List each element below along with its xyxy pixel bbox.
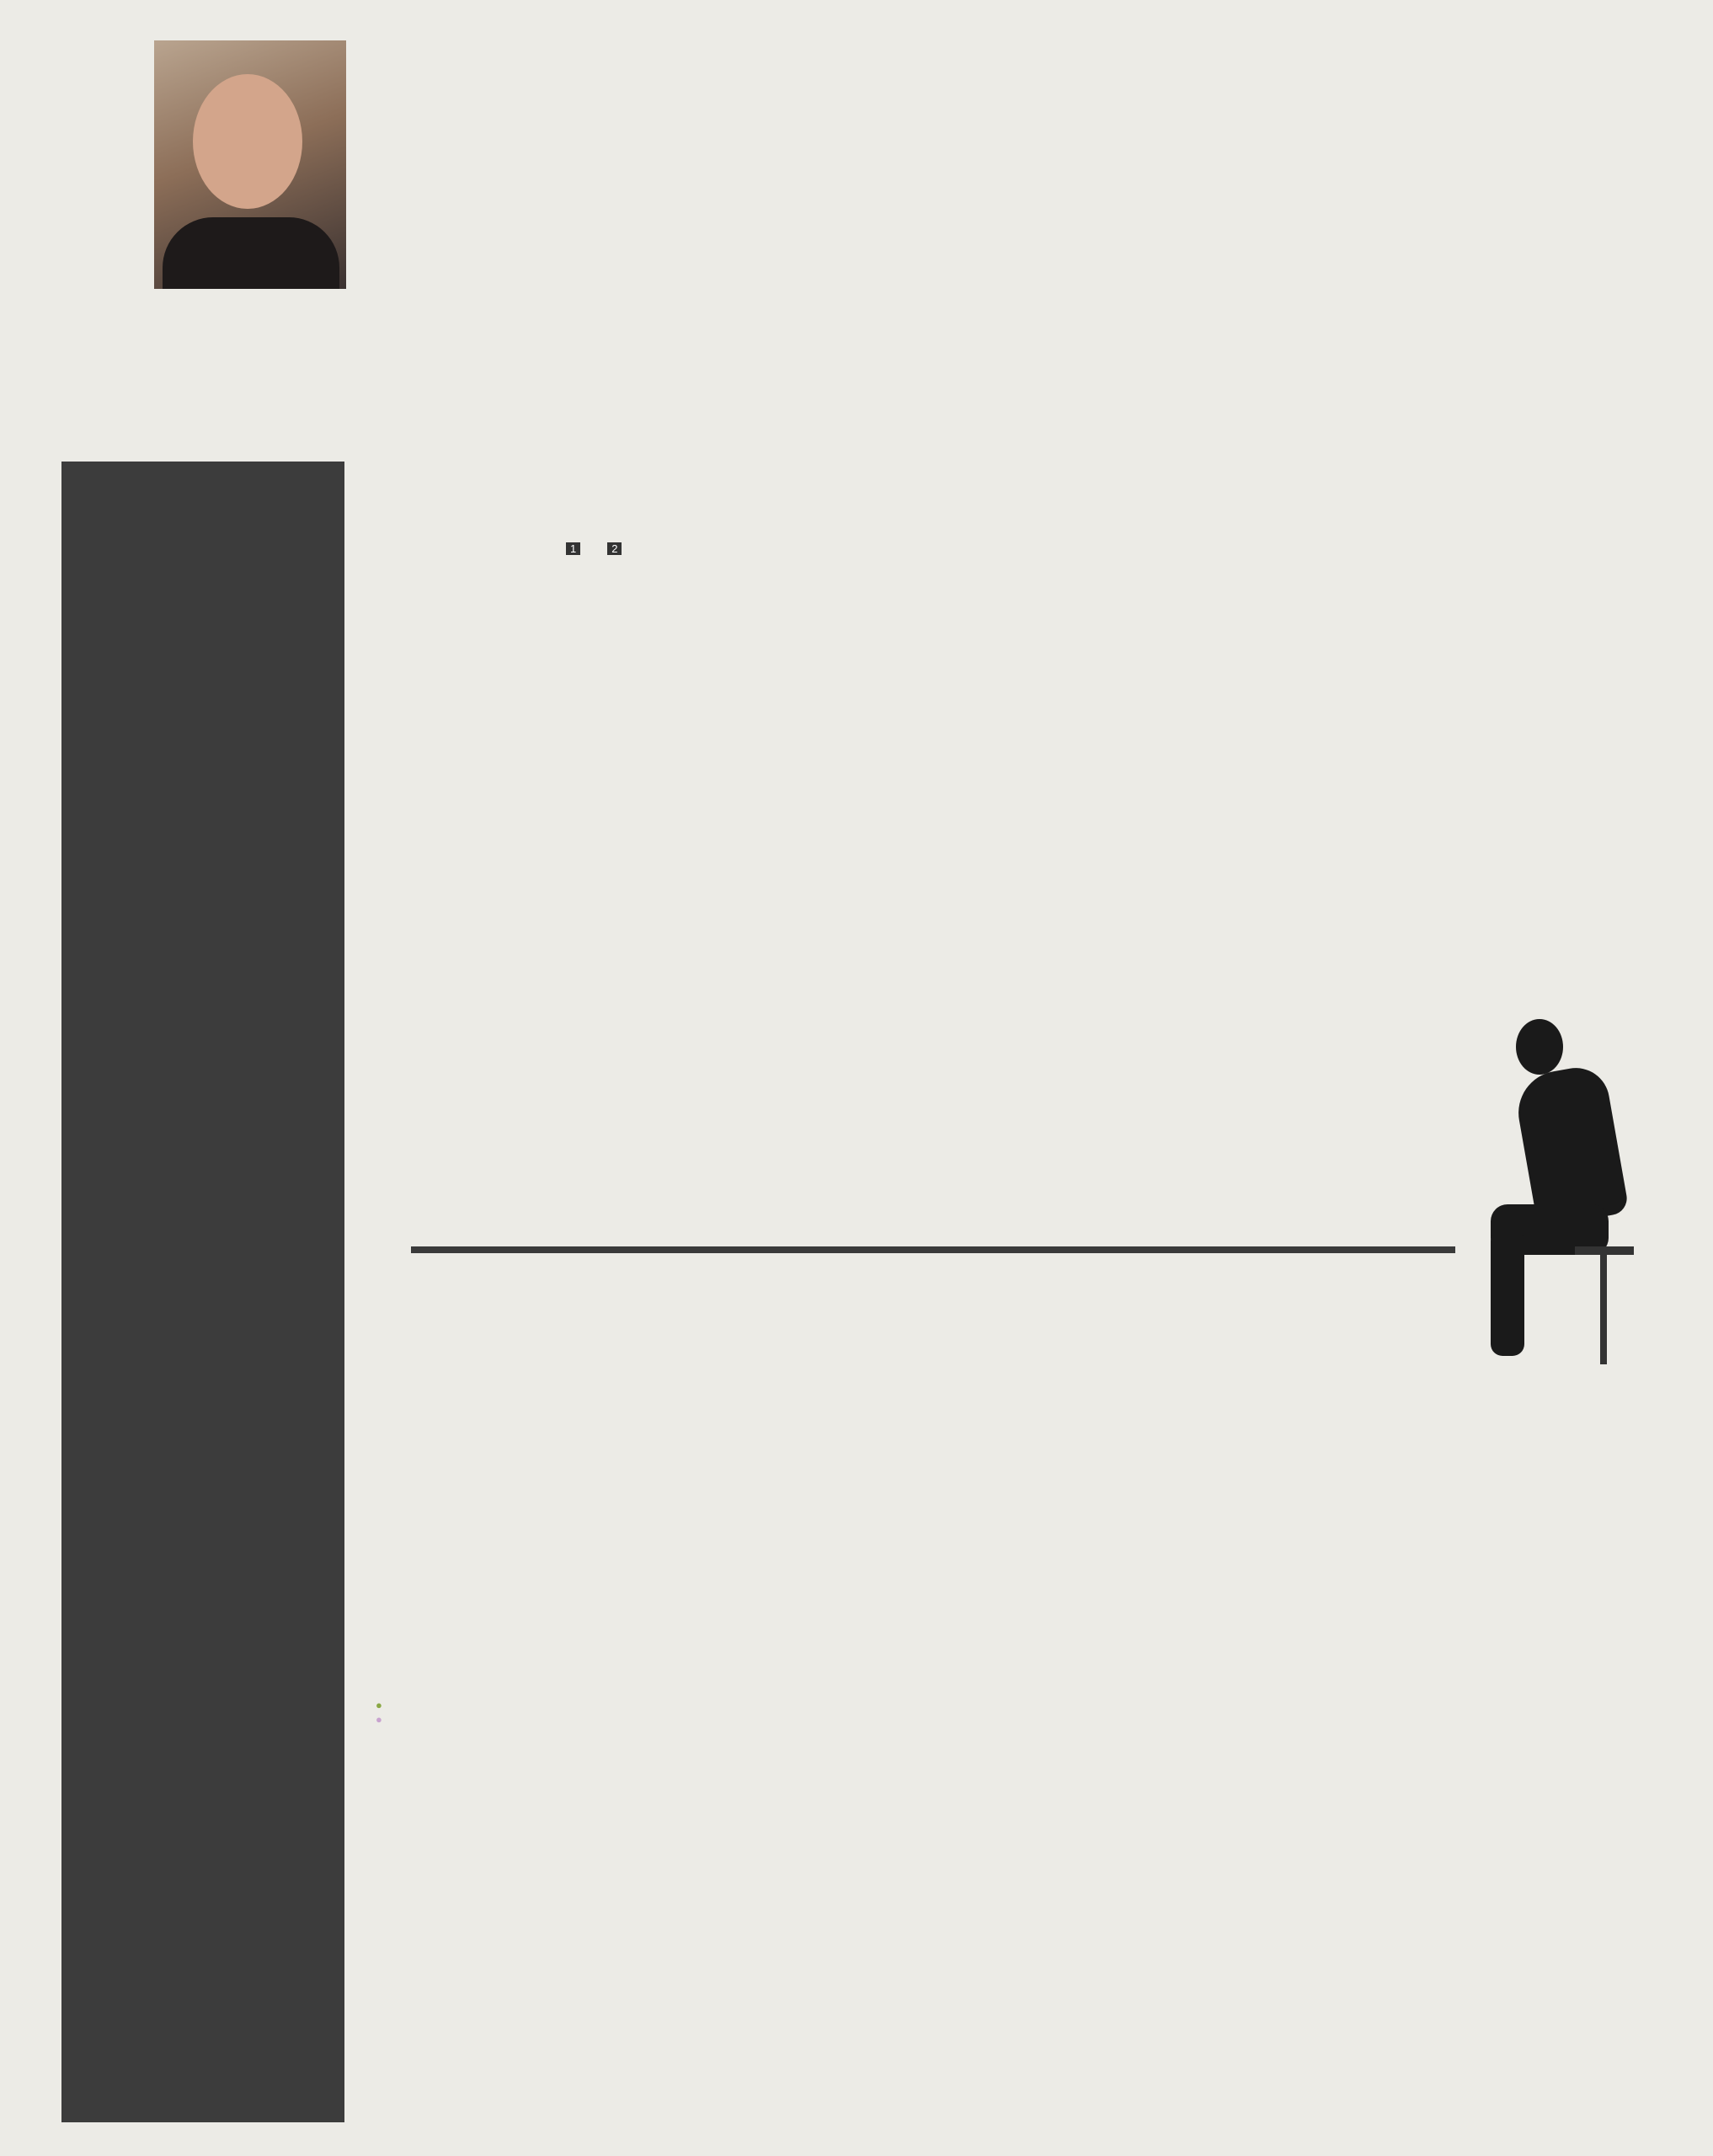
article-col4 [1354,25,1654,32]
sidebar-box [61,462,344,2122]
trust-legend-social: ● [376,1699,382,1711]
trust-legend-political: ● [376,1713,382,1726]
author-face [193,74,302,209]
chart-legend [566,542,630,555]
legend-badge-2: 2 [607,542,622,555]
figure-shin [1491,1230,1524,1356]
legend-badge-1: 1 [566,542,580,555]
x-axis-baseline [411,1246,1455,1253]
vote-bars [387,598,1432,1246]
author-photo [154,40,346,289]
figure-stool-leg [1600,1255,1607,1364]
figure-head [1516,1019,1563,1075]
econ-line-chart [1347,1718,1668,1962]
figure-torso [1512,1063,1630,1228]
figure-stool [1575,1246,1634,1255]
thinking-man-figure [1482,1011,1642,1364]
trust-line-chart [371,1718,910,1962]
author-body [163,217,339,289]
